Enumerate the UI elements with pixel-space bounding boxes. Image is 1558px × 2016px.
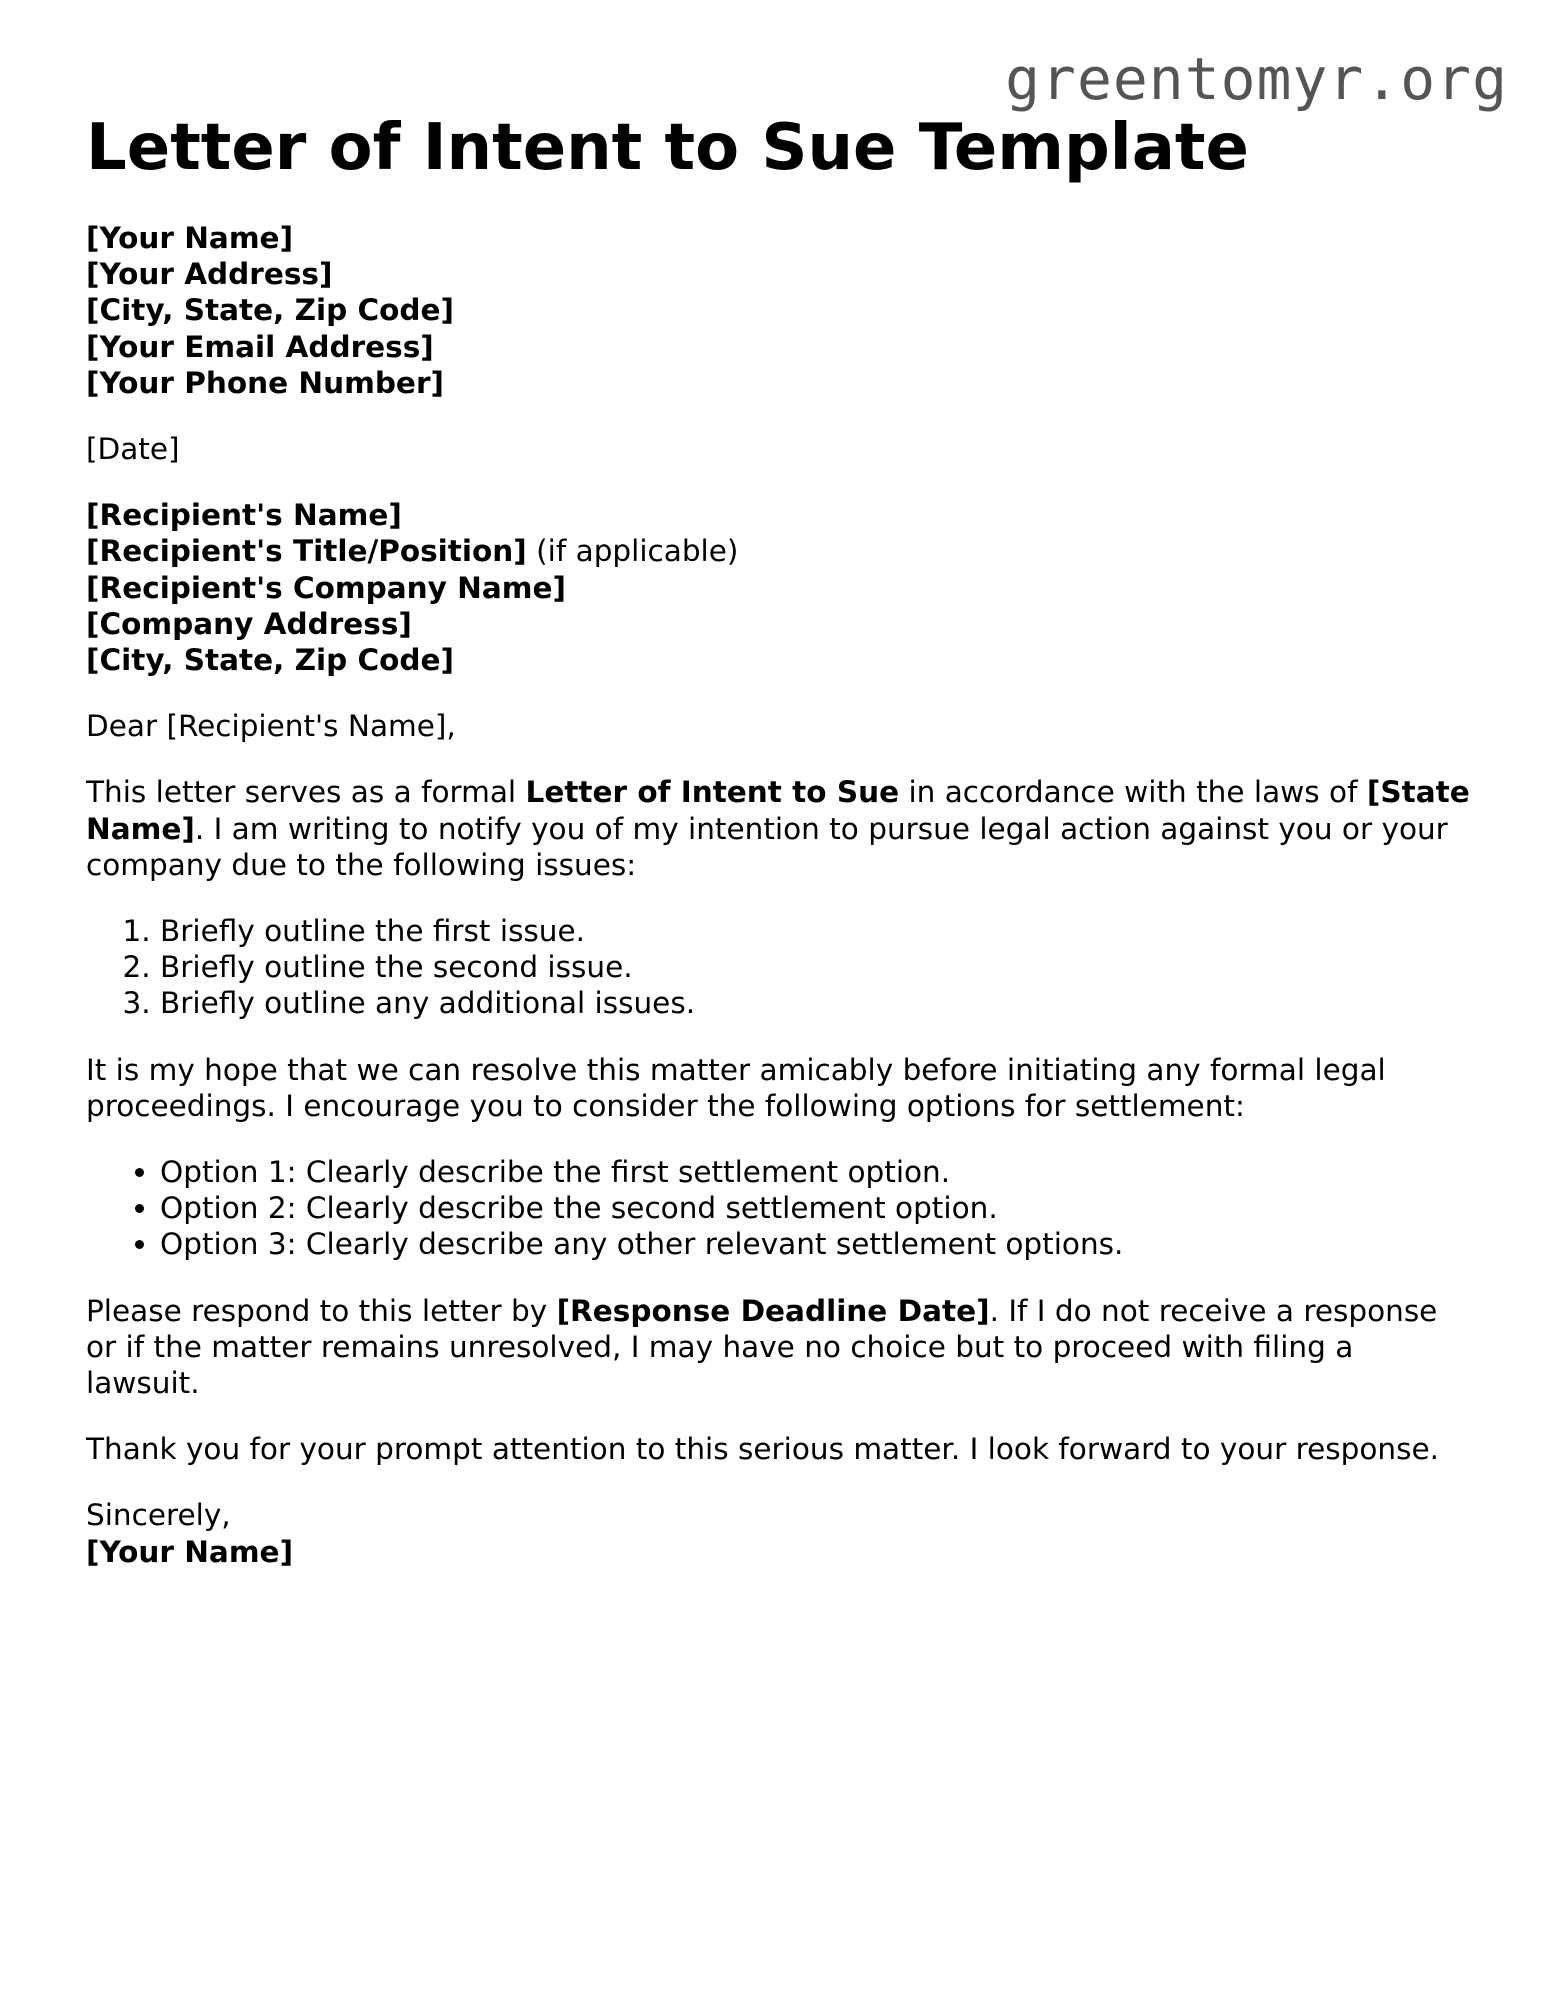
intro-bold-1: Letter of Intent to Sue xyxy=(525,775,900,810)
response-text-1: Please respond to this letter by xyxy=(86,1293,557,1328)
intro-text-3: . I am writing to notify you of my intention to pursue legal action against you or your company due to the following issues: xyxy=(86,811,1448,882)
response-text-2: . If I do not receive a response or if the matter remains unresolved, I may have no choice but to proceed with filing a lawsuit. xyxy=(86,1293,1438,1401)
intro-text-2: in accordance with the laws of xyxy=(899,775,1367,810)
list-item: 1. Briefly outline the first issue. xyxy=(160,913,1476,949)
sender-phone: [Your Phone Number] xyxy=(86,365,444,400)
salutation: Dear [Recipient's Name], xyxy=(86,709,456,744)
response-deadline: [Response Deadline Date] xyxy=(556,1293,990,1328)
intro-bold-2: [State Name] xyxy=(86,775,1470,846)
list-item: 3. Briefly outline any additional issues. xyxy=(160,985,1476,1021)
options-list xyxy=(86,1154,1476,1263)
page-title: Letter of Intent to Sue Template xyxy=(86,111,1249,185)
sender-email: [Your Email Address] xyxy=(86,329,434,364)
recipient-title-note: (if applicable) xyxy=(526,534,739,569)
site-watermark: greentomyr.org xyxy=(1005,45,1508,113)
signature-block xyxy=(86,1497,1476,1569)
signature-name: [Your Name] xyxy=(86,1534,294,1569)
intro-text-1: This letter serves as a formal xyxy=(86,775,526,810)
sender-address: [Your Address] xyxy=(86,257,333,292)
recipient-company-address: [Company Address] xyxy=(86,606,412,641)
sender-name: [Your Name] xyxy=(86,221,294,255)
recipient-company: [Recipient's Company Name] xyxy=(86,570,567,605)
letter-document xyxy=(86,106,1476,1570)
response-paragraph xyxy=(86,1293,1476,1402)
closing: Sincerely, xyxy=(86,1498,231,1533)
intro-paragraph xyxy=(86,774,1476,883)
list-item: • Option 2: Clearly describe the second settlement option. xyxy=(160,1190,1476,1226)
list-item: • Option 3: Clearly describe any other relevant settlement options. xyxy=(160,1226,1476,1262)
recipient-name: [Recipient's Name] xyxy=(86,498,402,533)
recipient-title: [Recipient's Title/Position] xyxy=(86,534,527,569)
letter-date: [Date] xyxy=(86,432,180,467)
settlement-intro: It is my hope that we can resolve this matter amicably before initiating any formal legal proceedings. I encourage you to consider the following options for settlement: xyxy=(86,1052,1386,1123)
list-item: 2. Briefly outline the second issue. xyxy=(160,949,1476,985)
thanks-paragraph: Thank you for your prompt attention to this serious matter. I look forward to your response. xyxy=(86,1432,1439,1467)
recipient-block xyxy=(86,497,1476,678)
recipient-title-line xyxy=(86,533,1476,569)
sender-block xyxy=(86,220,1476,401)
sender-city-state-zip: [City, State, Zip Code] xyxy=(86,293,455,328)
list-item: • Option 1: Clearly describe the first settlement option. xyxy=(160,1154,1476,1190)
recipient-city-state-zip: [City, State, Zip Code] xyxy=(86,643,455,678)
issues-list xyxy=(86,913,1476,1022)
